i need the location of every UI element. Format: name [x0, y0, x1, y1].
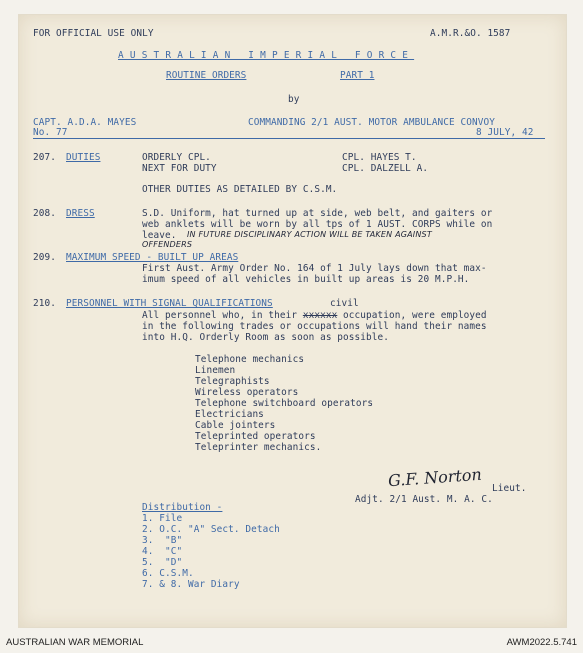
trade-item: Electricians	[195, 409, 264, 420]
order-207-heading: DUTIES	[66, 152, 101, 163]
trade-item: Telephone mechanics	[195, 354, 305, 365]
next-for-duty-label: NEXT FOR DUTY	[142, 163, 217, 174]
order-209-line-1: First Aust. Army Order No. 164 of 1 July lays down that max-	[142, 263, 487, 274]
distribution-item: 5. "D"	[142, 557, 183, 568]
order-209-heading: MAXIMUM SPEED - BUILT UP AREAS	[66, 252, 239, 263]
signature-rank: Lieut.	[492, 483, 527, 494]
official-use-label: FOR OFFICIAL USE ONLY	[33, 28, 154, 39]
trade-item: Telephone switchboard operators	[195, 398, 374, 409]
distribution-item: 4. "C"	[142, 546, 183, 557]
distribution-item: 7. & 8. War Diary	[142, 579, 240, 590]
distribution-item: 1. File	[142, 513, 183, 524]
order-210-line-1	[142, 310, 487, 321]
next-for-duty-name: CPL. DALZELL A.	[342, 163, 429, 174]
archive-name: AUSTRALIAN WAR MEMORIAL	[6, 637, 144, 648]
struck-word: xxxxxx	[302, 310, 338, 321]
by-label: by	[288, 94, 300, 105]
trade-item: Wireless operators	[195, 387, 299, 398]
trade-item: Teleprinter mechanics.	[195, 442, 322, 453]
order-number: No. 77	[33, 127, 68, 138]
order-208-line-2: web anklets will be worn by all tps of 1 AUST. CORPS while on	[142, 219, 493, 230]
distribution-item: 2. O.C. "A" Sect. Detach	[142, 524, 280, 535]
orderly-cpl-label: ORDERLY CPL.	[142, 152, 211, 163]
document-reference: A.M.R.&O. 1587	[430, 28, 511, 39]
other-duties-text: OTHER DUTIES AS DETAILED BY C.S.M.	[142, 184, 338, 195]
order-208-number: 208.	[33, 208, 56, 219]
document-title: AUSTRALIAN IMPERIAL FORCE	[118, 50, 415, 61]
order-208-line-1: S.D. Uniform, hat turned up at side, web belt, and gaiters or	[142, 208, 493, 219]
part-label: PART 1	[340, 70, 375, 81]
inserted-word-civil: civil	[330, 298, 359, 309]
order-208-heading: DRESS	[66, 208, 95, 219]
order-210-line-2: in the following trades or occupations will hand their names	[142, 321, 487, 332]
archive-footer	[0, 633, 583, 653]
signature-title: Adjt. 2/1 Aust. M. A. C.	[355, 494, 493, 505]
trade-item: Telegraphists	[195, 376, 270, 387]
handwritten-signature: G.F. Norton	[387, 464, 483, 491]
header-rule	[33, 138, 545, 139]
order-210-line-1-start: All personnel who, in their	[142, 310, 303, 321]
trade-item: Cable jointers	[195, 420, 276, 431]
order-210-line-1-end: occupation, were employed	[337, 310, 487, 321]
commanding-unit: COMMANDING 2/1 AUST. MOTOR AMBULANCE CONVOY	[248, 117, 496, 128]
trade-item: Teleprinted operators	[195, 431, 316, 442]
handwritten-note-line-2: OFFENDERS	[142, 240, 193, 249]
routine-orders-label: ROUTINE ORDERS	[166, 70, 247, 81]
distribution-heading: Distribution -	[142, 502, 223, 513]
handwritten-note-line-1: IN FUTURE DISCIPLINARY ACTION WILL BE TAKEN AGAINST	[187, 230, 432, 239]
order-210-heading: PERSONNEL WITH SIGNAL QUALIFICATIONS	[66, 298, 273, 309]
order-210-number: 210.	[33, 298, 56, 309]
distribution-item: 6. C.S.M.	[142, 568, 194, 579]
order-209-line-2: imum speed of all vehicles in built up areas is 20 M.P.H.	[142, 274, 470, 285]
order-207-number: 207.	[33, 152, 56, 163]
distribution-item: 3. "B"	[142, 535, 183, 546]
captain-name: CAPT. A.D.A. MAYES	[33, 117, 137, 128]
trade-item: Linemen	[195, 365, 236, 376]
order-209-number: 209.	[33, 252, 56, 263]
order-208-line-3: leave.	[142, 230, 177, 241]
order-210-line-3: into H.Q. Orderly Room as soon as possible.	[142, 332, 390, 343]
orderly-cpl-name: CPL. HAYES T.	[342, 152, 417, 163]
order-date: 8 JULY, 42	[476, 127, 534, 138]
archive-reference: AWM2022.5.741	[506, 637, 577, 648]
